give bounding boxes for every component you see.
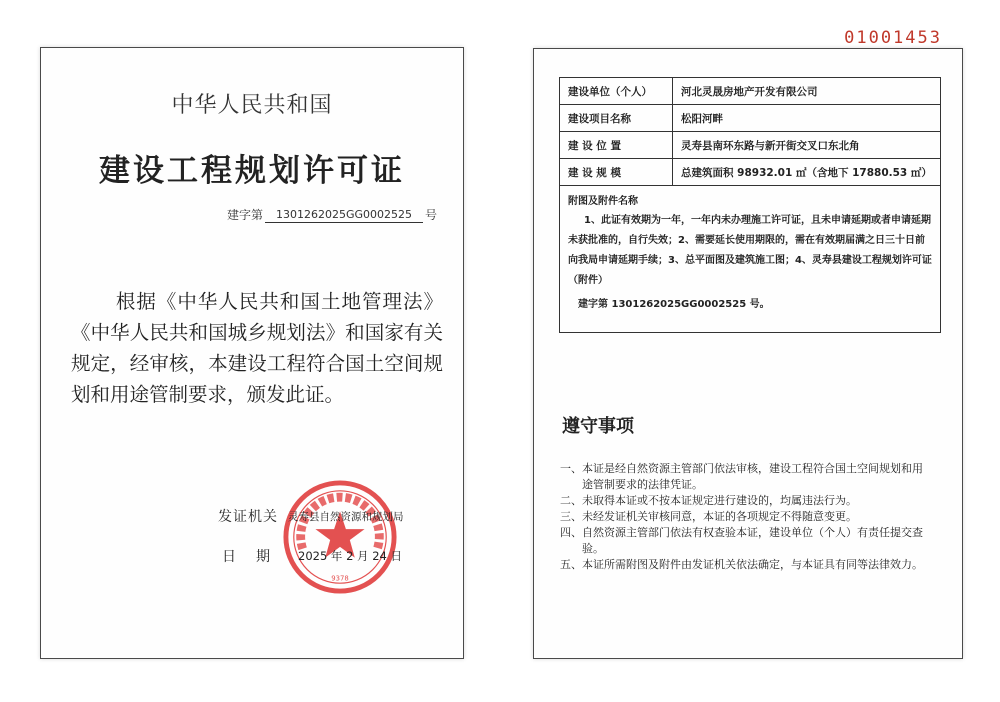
issue-date <box>222 546 402 566</box>
rule-number: 五、 <box>560 558 582 571</box>
table-row <box>560 159 941 186</box>
attachments-cell <box>560 186 941 333</box>
attachments-text: 1、此证有效期为一年，一年内未办理施工许可证，且未申请延期或者申请延期未获批准的，自行失效；2、需要延长使用期限的，需在有效期届满之日三十日前向我局申请延期手续；3、总平面图及建筑施工图；4、灵寿县建设工程规划许可证（附件） <box>568 215 932 286</box>
list-item <box>560 557 930 573</box>
rule-text: 自然资源主管部门依法有权查验本证，建设单位（个人）有责任提交查验。 <box>582 526 923 555</box>
official-seal-icon <box>281 478 399 596</box>
table-row <box>560 132 941 159</box>
list-item <box>560 493 930 509</box>
rule-text: 未经发证机关审核同意，本证的各项规定不得随意变更。 <box>582 510 857 523</box>
rule-number: 三、 <box>560 510 582 523</box>
list-item <box>560 525 930 557</box>
issuer-value: 灵寿县自然资源和规划局 <box>288 510 404 523</box>
rule-text: 未取得本证或不按本证规定进行建设的，均属违法行为。 <box>582 494 857 507</box>
nation-heading: 中华人民共和国 <box>171 93 333 118</box>
row-value-builder: 河北灵晟房地产开发有限公司 <box>673 78 941 105</box>
row-value-scale: 总建筑面积 98932.01 ㎡（含地下 17880.53 ㎡） <box>673 159 941 186</box>
certificate-details-page <box>533 48 963 659</box>
attachments-row <box>560 186 941 333</box>
list-item <box>560 509 930 525</box>
issuing-authority <box>218 506 404 526</box>
issuer-label: 发证机关 <box>218 509 278 525</box>
certificate-number-value: 1301262025GG0002525 <box>265 208 423 223</box>
row-label-scale: 建 设 规 模 <box>560 159 673 186</box>
certificate-body-text: 根据《中华人民共和国土地管理法》《中华人民共和国城乡规划法》和国家有关规定，经审核，本建设工程符合国土空间规划和用途管制要求，颁发此证。 <box>71 290 443 406</box>
svg-text:9378: 9378 <box>331 574 349 583</box>
rule-text: 本证所需附图及附件由发证机关依法确定，与本证具有同等法律效力。 <box>582 558 923 571</box>
certificate-cover-page <box>40 47 464 659</box>
certificate-number <box>227 206 437 223</box>
rule-number: 二、 <box>560 494 582 507</box>
row-value-project-name: 松阳河畔 <box>673 105 941 132</box>
rule-text: 本证是经自然资源主管部门依法审核，建设工程符合国土空间规划和用途管制要求的法律凭证。 <box>582 462 923 491</box>
attachments-title: 附图及附件名称 <box>568 196 638 207</box>
row-label-builder: 建设单位（个人） <box>560 78 673 105</box>
table-row <box>560 105 941 132</box>
certificate-number-suffix: 号 <box>424 208 437 222</box>
list-item <box>560 461 930 493</box>
row-value-location: 灵寿县南环东路与新开街交叉口东北角 <box>673 132 941 159</box>
table-row <box>560 78 941 105</box>
row-label-project-name: 建设项目名称 <box>560 105 673 132</box>
date-value: 2025 年 2 月 24 日 <box>298 549 402 563</box>
rules-title: 遵守事项 <box>562 416 634 437</box>
row-label-location: 建 设 位 置 <box>560 132 673 159</box>
attachments-number: 建字第 1301262025GG0002525 号。 <box>578 299 770 310</box>
certificate-title: 建设工程规划许可证 <box>99 153 405 189</box>
date-label: 日期 <box>222 549 290 565</box>
serial-number: 01001453 <box>844 28 942 48</box>
rule-number: 四、 <box>560 526 582 539</box>
rules-list <box>560 461 930 573</box>
rule-number: 一、 <box>560 462 582 475</box>
certificate-number-prefix: 建字第 <box>226 208 263 222</box>
project-info-table <box>559 77 941 333</box>
